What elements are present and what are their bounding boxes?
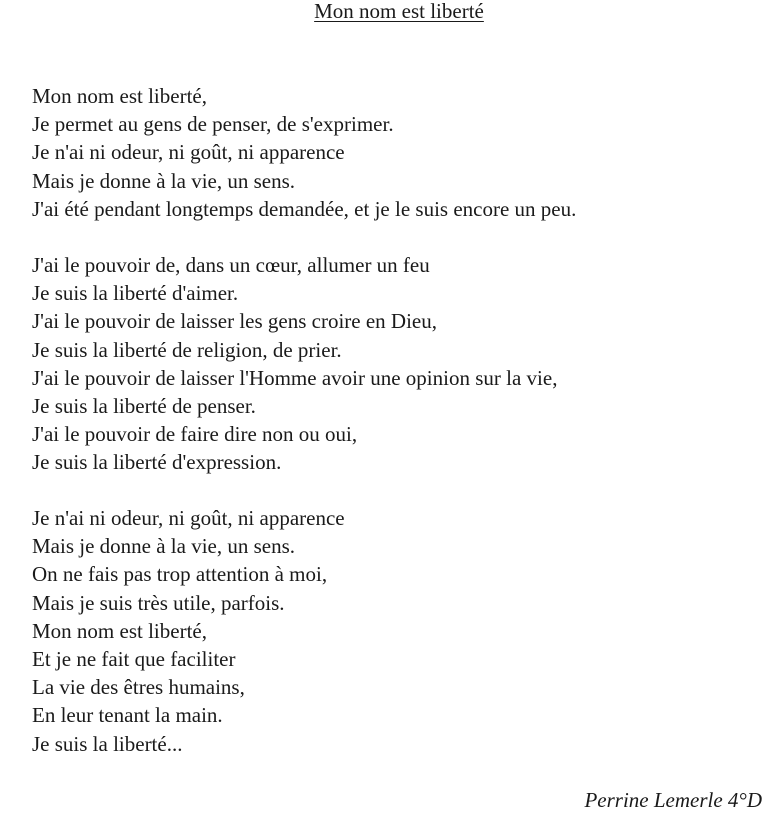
poem-line: Je n'ai ni odeur, ni goût, ni apparence [32,506,345,530]
poem-line: J'ai le pouvoir de laisser les gens croire en Dieu, [32,309,437,334]
stanza-2 [32,251,557,477]
poem-line: Mais je donne à la vie, un sens. [32,168,296,193]
poem-line: J'ai le pouvoir de, dans un cœur, allumer un feu [32,253,430,277]
poem-line: Mais je donne à la vie, un sens. [32,534,296,559]
poem-line: Je suis la liberté d'aimer. [32,281,239,306]
poem-line: Je suis la liberté de religion, de prier. [32,337,342,362]
poem-line: Je suis la liberté d'expression. [32,450,282,475]
poem-title: Mon nom est liberté [314,0,484,23]
poem-line: En leur tenant la main. [32,703,223,728]
poem-line: Je permet au gens de penser, de s'exprimer. [32,112,394,137]
poem-line: La vie des êtres humains, [32,675,245,700]
author-signature: Perrine Lemerle 4°D [584,788,762,812]
poem-line: J'ai le pouvoir de laisser l'Homme avoir une opinion sur la vie, [32,365,558,390]
poem-line: Mais je suis très utile, parfois. [32,590,285,615]
poem-line: Mon nom est liberté, [32,84,207,108]
poem-line: J'ai été pendant longtemps demandée, et je le suis encore un peu. [32,196,577,221]
stanza-1 [32,82,576,223]
poem-line: Je suis la liberté... [32,731,183,756]
poem-line: Je n'ai ni odeur, ni goût, ni apparence [32,140,345,165]
poem-line: On ne fais pas trop attention à moi, [32,562,328,587]
poem-line: Et je ne fait que faciliter [32,647,236,672]
poem-line: Mon nom est liberté, [32,618,207,643]
poem-line: J'ai le pouvoir de faire dire non ou oui, [32,422,358,447]
stanza-3 [32,504,345,758]
poem-line: Je suis la liberté de penser. [32,394,256,419]
